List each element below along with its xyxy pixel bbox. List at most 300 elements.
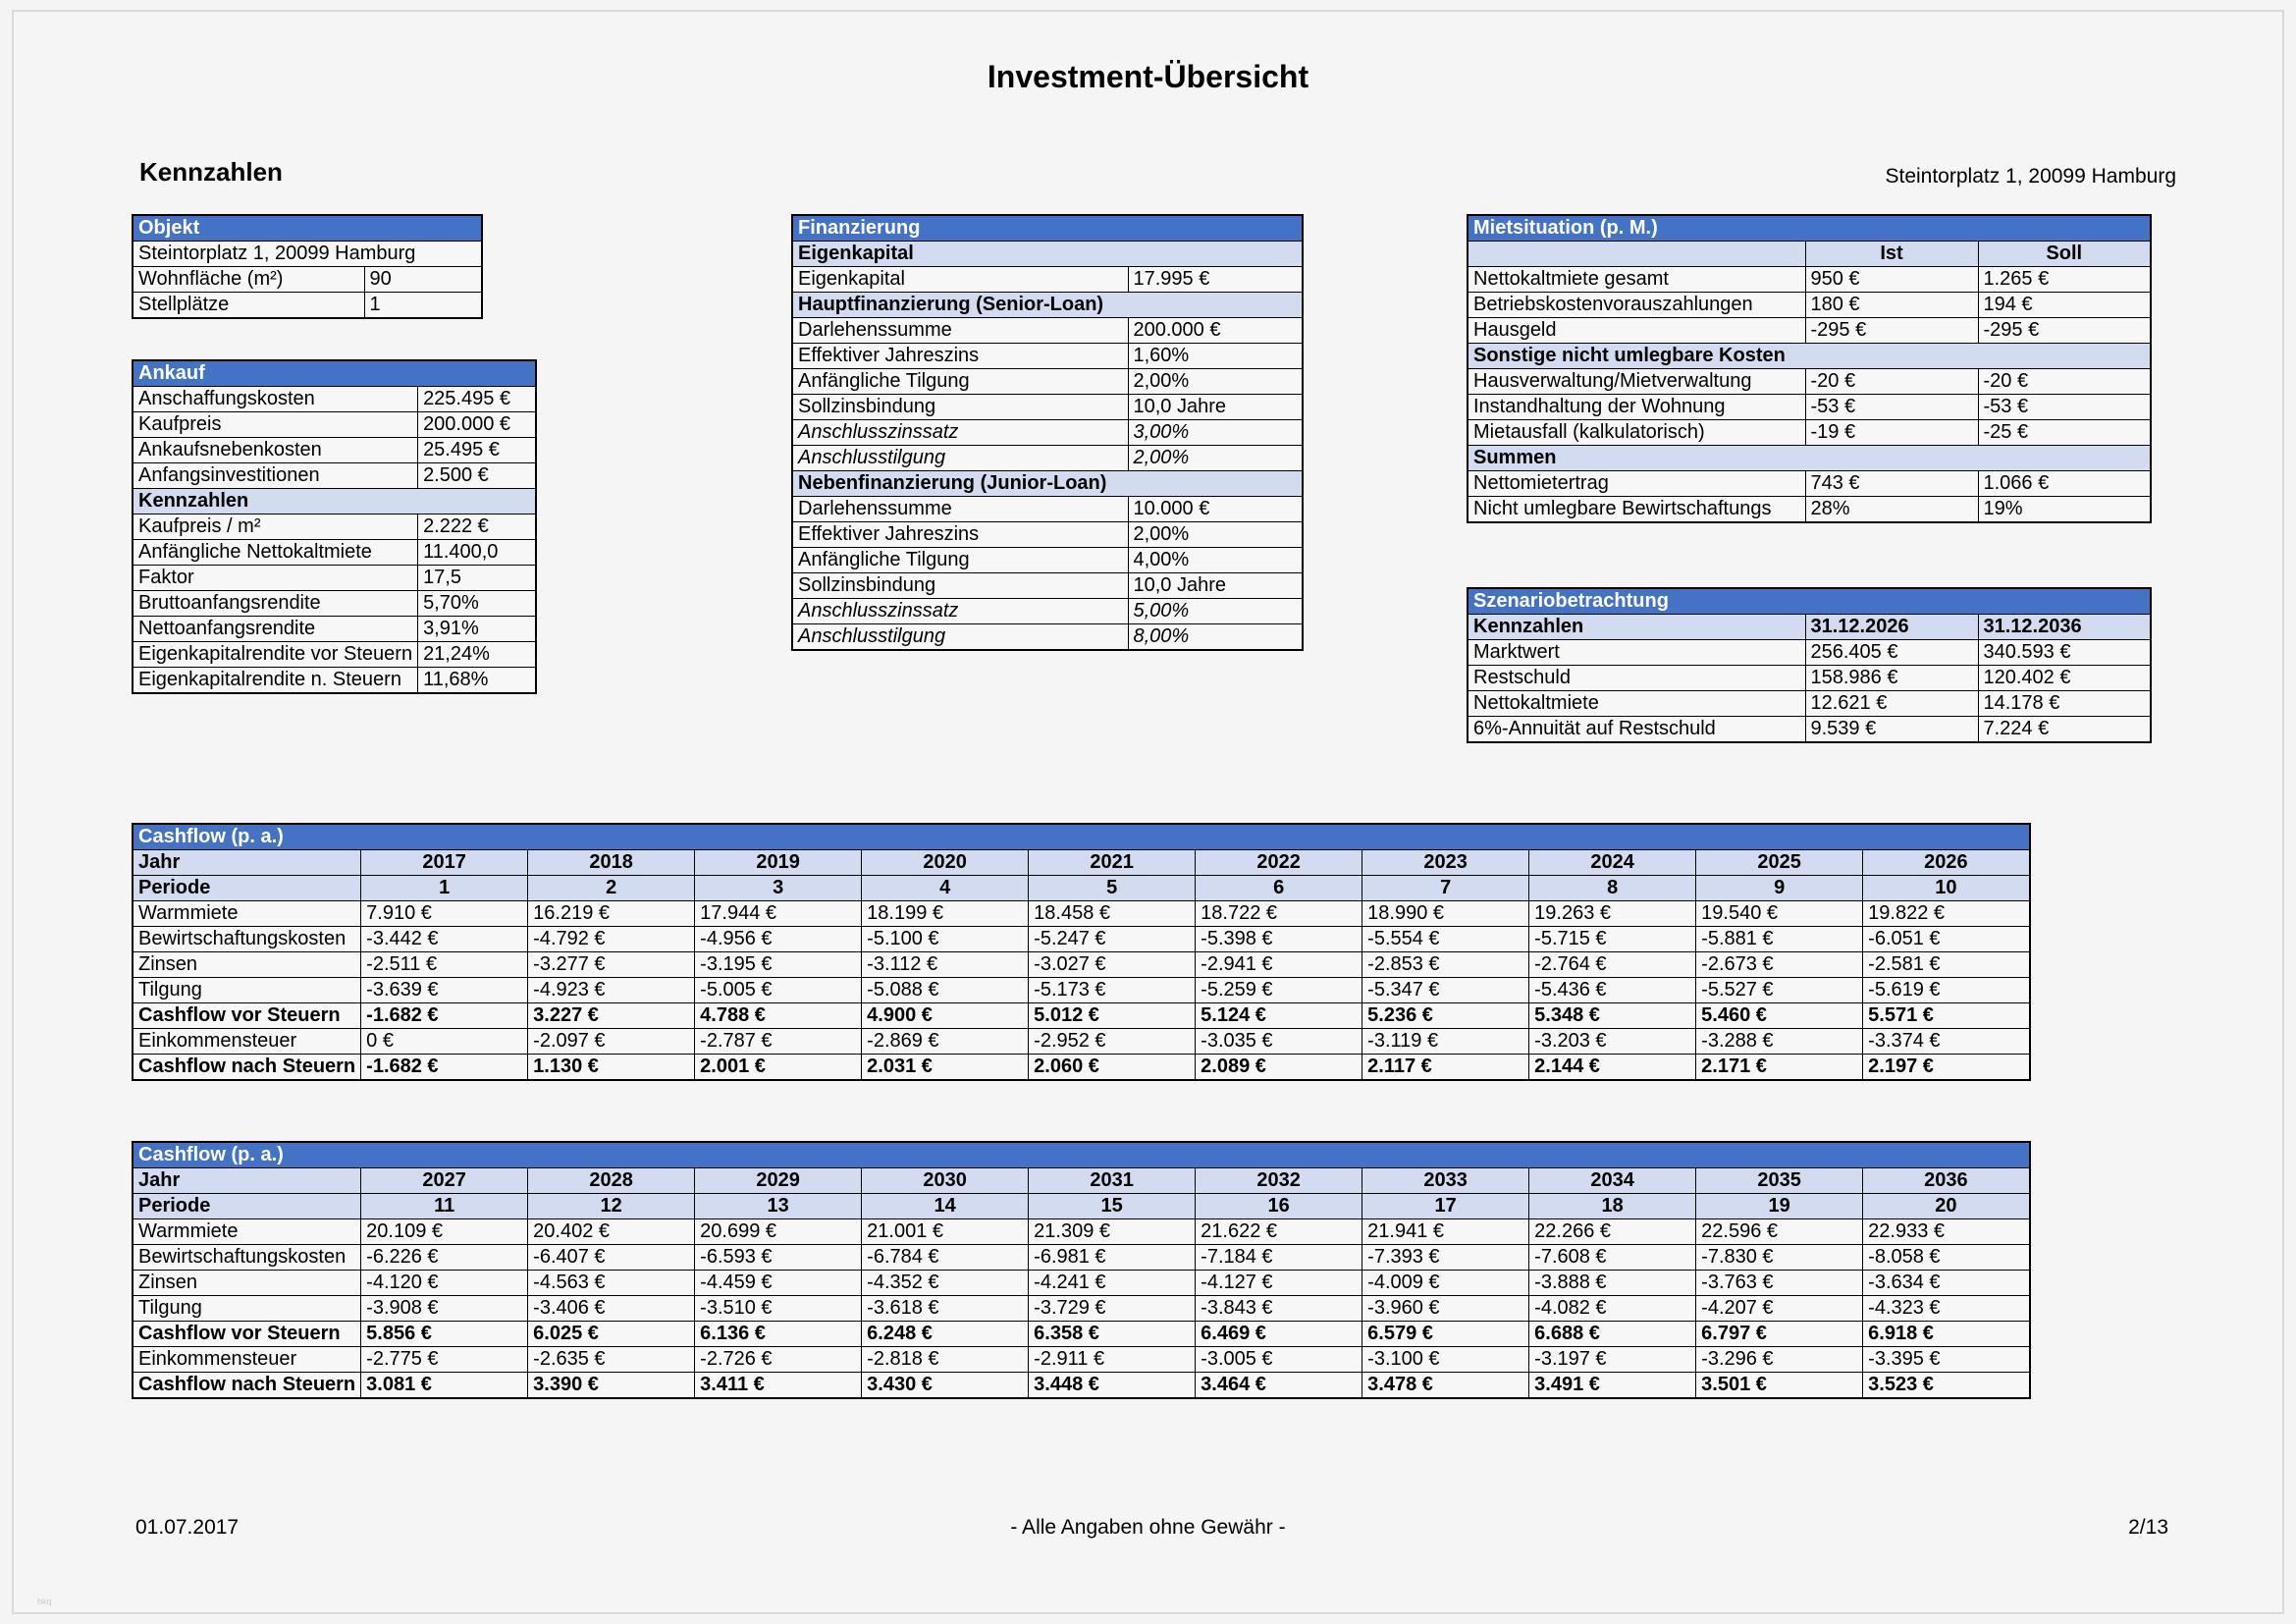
cashflow-2-period-12: 12 (528, 1194, 695, 1219)
cashflow-1-year-2021: 2021 (1029, 850, 1196, 876)
cashflow-2-period-label: Periode (133, 1194, 361, 1219)
finanzierung-label-11: Effektiver Jahreszins (792, 522, 1128, 548)
cashflow-2-cell-1-8: -7.830 € (1696, 1245, 1863, 1271)
cashflow-1-period-1: 1 (361, 876, 528, 901)
mietsituation-ist-6: -19 € (1805, 420, 1978, 446)
mietsituation-soll-0: 1.265 € (1978, 267, 2151, 293)
cashflow-2-year-2031: 2031 (1029, 1168, 1196, 1194)
table-row (792, 318, 1303, 344)
mietsituation-label-8: Nettomietertrag (1468, 471, 1805, 497)
cashflow-1-table-wrap (132, 823, 2031, 1081)
ankauf-value-9: 3,91% (418, 617, 536, 642)
ankauf-value-10: 21,24% (418, 642, 536, 668)
cashflow-1-cell-5-0: 0 € (361, 1029, 528, 1055)
szenario-title-row (1468, 588, 2151, 615)
cashflow-2-rowlabel-2: Zinsen (133, 1271, 361, 1296)
cashflow-1-cell-3-7: -5.436 € (1529, 978, 1696, 1003)
ankauf-label-11: Eigenkapitalrendite n. Steuern (133, 668, 418, 694)
mietsituation-label-0: Nettokaltmiete gesamt (1468, 267, 1805, 293)
cashflow-2-cell-2-9: -3.634 € (1863, 1271, 2030, 1296)
cashflow-2-rowlabel-3: Tilgung (133, 1296, 361, 1322)
mietsituation-table-wrap (1467, 214, 2152, 523)
cashflow-1-cell-3-5: -5.259 € (1196, 978, 1362, 1003)
cashflow-2-cell-3-9: -4.323 € (1863, 1296, 2030, 1322)
finanzierung-label-1: Eigenkapital (792, 267, 1128, 293)
cashflow-2-cell-1-6: -7.393 € (1362, 1245, 1529, 1271)
cashflow-1-cell-3-1: -4.923 € (528, 978, 695, 1003)
page-title: Investment-Übersicht (987, 59, 1309, 94)
cashflow-1-cell-6-5: 2.089 € (1196, 1055, 1362, 1081)
cashflow-2-cell-1-0: -6.226 € (361, 1245, 528, 1271)
table-row (133, 927, 2030, 952)
cashflow-1-cell-3-9: -5.619 € (1863, 978, 2030, 1003)
cashflow-1-cell-1-3: -5.100 € (862, 927, 1029, 952)
cashflow-1-period-3: 3 (695, 876, 862, 901)
mietsituation-ist-4: -20 € (1805, 369, 1978, 395)
footer-date: 01.07.2017 (135, 1516, 240, 1539)
cashflow-1-cell-2-9: -2.581 € (1863, 952, 2030, 978)
ankauf-value-11: 11,68% (418, 668, 536, 694)
mietsituation-label-1: Betriebskostenvorauszahlungen (1468, 293, 1805, 318)
table-row (133, 978, 2030, 1003)
cashflow-1-cell-1-4: -5.247 € (1029, 927, 1196, 952)
cashflow-1-cell-3-8: -5.527 € (1696, 978, 1863, 1003)
table-row (1468, 717, 2151, 743)
table-row (133, 952, 2030, 978)
finanzierung-value-4: 1,60% (1128, 344, 1303, 369)
cashflow-2-rowlabel-4: Cashflow vor Steuern (133, 1322, 361, 1347)
cashflow-1-cell-6-6: 2.117 € (1362, 1055, 1529, 1081)
mietsituation-soll-4: -20 € (1978, 369, 2151, 395)
table-row (133, 1296, 2030, 1322)
cashflow-1-cell-1-0: -3.442 € (361, 927, 528, 952)
cashflow-2-cell-4-8: 6.797 € (1696, 1322, 1863, 1347)
cashflow-2-cell-5-4: -2.911 € (1029, 1347, 1196, 1373)
cashflow-1-title: Cashflow (p. a.) (133, 824, 2030, 850)
cashflow-2-cell-5-8: -3.296 € (1696, 1347, 1863, 1373)
cashflow-1-cell-2-1: -3.277 € (528, 952, 695, 978)
finanzierung-value-11: 2,00% (1128, 522, 1303, 548)
table-row (1468, 497, 2151, 523)
table-row (792, 293, 1303, 318)
cashflow-2-cell-5-2: -2.726 € (695, 1347, 862, 1373)
cashflow-1-cell-3-6: -5.347 € (1362, 978, 1529, 1003)
finanzierung-value-15: 8,00% (1128, 624, 1303, 651)
table-row (792, 446, 1303, 471)
cashflow-1-period-6: 6 (1196, 876, 1362, 901)
ankauf-label-6: Anfängliche Nettokaltmiete (133, 540, 418, 566)
cashflow-1-cell-2-7: -2.764 € (1529, 952, 1696, 978)
szenario-2036-3: 7.224 € (1978, 717, 2151, 743)
szenario-2036-1: 120.402 € (1978, 666, 2151, 691)
ankauf-label-2: Ankaufsnebenkosten (133, 438, 418, 463)
ankauf-title-row (133, 360, 536, 387)
cashflow-1-cell-0-7: 19.263 € (1529, 901, 1696, 927)
cashflow-2-cell-1-3: -6.784 € (862, 1245, 1029, 1271)
ankauf-value-3: 2.500 € (418, 463, 536, 489)
finanzierung-subheader-2: Hauptfinanzierung (Senior-Loan) (792, 293, 1303, 318)
table-row (792, 395, 1303, 420)
cashflow-1-cell-6-9: 2.197 € (1863, 1055, 2030, 1081)
table-row (792, 369, 1303, 395)
cashflow-1-cell-2-4: -3.027 € (1029, 952, 1196, 978)
table-row (133, 293, 482, 319)
cashflow-1-period-2: 2 (528, 876, 695, 901)
cashflow-1-cell-5-2: -2.787 € (695, 1029, 862, 1055)
footer-disclaimer: - Alle Angaben ohne Gewähr - (1010, 1516, 1286, 1539)
cashflow-1-cell-5-8: -3.288 € (1696, 1029, 1863, 1055)
cashflow-2-cell-0-6: 21.941 € (1362, 1219, 1529, 1245)
cashflow-2-cell-0-8: 22.596 € (1696, 1219, 1863, 1245)
table-row (133, 387, 536, 412)
table-row (133, 566, 536, 591)
cashflow-2-cell-1-7: -7.608 € (1529, 1245, 1696, 1271)
mietsituation-col-ist: Ist (1805, 242, 1978, 267)
cashflow-1-year-label: Jahr (133, 850, 361, 876)
cashflow-2-period-18: 18 (1529, 1194, 1696, 1219)
table-row (1468, 471, 2151, 497)
ankauf-value-6: 11.400,0 (418, 540, 536, 566)
table-row (1468, 395, 2151, 420)
cashflow-2-cell-4-3: 6.248 € (862, 1322, 1029, 1347)
mietsituation-ist-2: -295 € (1805, 318, 1978, 344)
objekt-table-wrap (132, 214, 483, 319)
ankauf-label-1: Kaufpreis (133, 412, 418, 438)
cashflow-1-period-8: 8 (1529, 876, 1696, 901)
table-row (1468, 691, 2151, 717)
table-row (133, 1322, 2030, 1347)
cashflow-2-year-2034: 2034 (1529, 1168, 1696, 1194)
cashflow-2-cell-6-1: 3.390 € (528, 1373, 695, 1399)
ankauf-label-9: Nettoanfangsrendite (133, 617, 418, 642)
cashflow-1-cell-2-0: -2.511 € (361, 952, 528, 978)
table-row (1468, 267, 2151, 293)
ankauf-value-2: 25.495 € (418, 438, 536, 463)
mietsituation-ist-1: 180 € (1805, 293, 1978, 318)
cashflow-2-cell-5-5: -3.005 € (1196, 1347, 1362, 1373)
cashflow-2-cell-0-9: 22.933 € (1863, 1219, 2030, 1245)
mietsituation-ist-8: 743 € (1805, 471, 1978, 497)
cashflow-1-cell-0-2: 17.944 € (695, 901, 862, 927)
finanzierung-subheader-0: Eigenkapital (792, 242, 1303, 267)
objekt-stellplaetze-value: 1 (364, 293, 482, 319)
cashflow-1-cell-0-1: 16.219 € (528, 901, 695, 927)
cashflow-2-period-19: 19 (1696, 1194, 1863, 1219)
table-row (133, 438, 536, 463)
cashflow-2-cell-6-7: 3.491 € (1529, 1373, 1696, 1399)
cashflow-2-cell-3-7: -4.082 € (1529, 1296, 1696, 1322)
cashflow-1-cell-6-7: 2.144 € (1529, 1055, 1696, 1081)
cashflow-2-cell-3-4: -3.729 € (1029, 1296, 1196, 1322)
cashflow-1-cell-2-3: -3.112 € (862, 952, 1029, 978)
cashflow-1-cell-5-3: -2.869 € (862, 1029, 1029, 1055)
cashflow-1-rowlabel-1: Bewirtschaftungskosten (133, 927, 361, 952)
mietsituation-title-row (1468, 215, 2151, 242)
cashflow-2-cell-0-1: 20.402 € (528, 1219, 695, 1245)
cashflow-2-year-2036: 2036 (1863, 1168, 2030, 1194)
cashflow-1-year-row (133, 850, 2030, 876)
cashflow-2-year-row (133, 1168, 2030, 1194)
finanzierung-value-8: 2,00% (1128, 446, 1303, 471)
objekt-wohnflaeche-label: Wohnfläche (m²) (133, 267, 364, 293)
cashflow-2-cell-5-1: -2.635 € (528, 1347, 695, 1373)
finanzierung-table (791, 214, 1304, 651)
objekt-wohnflaeche-value: 90 (364, 267, 482, 293)
table-row (1468, 369, 2151, 395)
finanzierung-label-10: Darlehenssumme (792, 497, 1128, 522)
cashflow-1-cell-1-6: -5.554 € (1362, 927, 1529, 952)
cashflow-2-cell-3-0: -3.908 € (361, 1296, 528, 1322)
cashflow-1-cell-2-6: -2.853 € (1362, 952, 1529, 978)
ankauf-value-5: 2.222 € (418, 514, 536, 540)
mietsituation-label-6: Mietausfall (kalkulatorisch) (1468, 420, 1805, 446)
cashflow-2-cell-2-5: -4.127 € (1196, 1271, 1362, 1296)
ankauf-label-5: Kaufpreis / m² (133, 514, 418, 540)
szenario-label-2: Nettokaltmiete (1468, 691, 1805, 717)
table-row (133, 242, 482, 267)
cashflow-2-table (132, 1141, 2031, 1399)
cashflow-2-cell-0-4: 21.309 € (1029, 1219, 1196, 1245)
mietsituation-soll-6: -25 € (1978, 420, 2151, 446)
cashflow-1-cell-3-0: -3.639 € (361, 978, 528, 1003)
table-row (133, 540, 536, 566)
finanzierung-value-14: 5,00% (1128, 599, 1303, 624)
szenario-2026-0: 256.405 € (1805, 640, 1978, 666)
cashflow-2-cell-2-0: -4.120 € (361, 1271, 528, 1296)
cashflow-1-rowlabel-4: Cashflow vor Steuern (133, 1003, 361, 1029)
mietsituation-subheader-3: Sonstige nicht umlegbare Kosten (1468, 344, 2151, 369)
cashflow-1-year-2024: 2024 (1529, 850, 1696, 876)
finanzierung-label-7: Anschlusszinssatz (792, 420, 1128, 446)
table-row (133, 1271, 2030, 1296)
cashflow-1-cell-1-5: -5.398 € (1196, 927, 1362, 952)
cashflow-1-cell-0-8: 19.540 € (1696, 901, 1863, 927)
table-row (792, 548, 1303, 573)
finanzierung-label-15: Anschlusstilgung (792, 624, 1128, 651)
objekt-stellplaetze-label: Stellplätze (133, 293, 364, 319)
cashflow-1-cell-0-5: 18.722 € (1196, 901, 1362, 927)
mietsituation-label-5: Instandhaltung der Wohnung (1468, 395, 1805, 420)
finanzierung-subheader-9: Nebenfinanzierung (Junior-Loan) (792, 471, 1303, 497)
cashflow-2-cell-2-1: -4.563 € (528, 1271, 695, 1296)
cashflow-2-year-label: Jahr (133, 1168, 361, 1194)
table-row (133, 1055, 2030, 1081)
cashflow-1-cell-6-2: 2.001 € (695, 1055, 862, 1081)
cashflow-1-cell-1-1: -4.792 € (528, 927, 695, 952)
mietsituation-col-soll: Soll (1978, 242, 2151, 267)
cashflow-1-cell-4-5: 5.124 € (1196, 1003, 1362, 1029)
cashflow-2-cell-3-1: -3.406 € (528, 1296, 695, 1322)
szenario-header-row (1468, 615, 2151, 640)
szenario-2026-3: 9.539 € (1805, 717, 1978, 743)
table-row (792, 624, 1303, 651)
cashflow-1-cell-6-4: 2.060 € (1029, 1055, 1196, 1081)
cashflow-2-cell-4-5: 6.469 € (1196, 1322, 1362, 1347)
ankauf-label-3: Anfangsinvestitionen (133, 463, 418, 489)
cashflow-2-cell-2-7: -3.888 € (1529, 1271, 1696, 1296)
table-row (133, 642, 536, 668)
table-row (1468, 344, 2151, 369)
cashflow-2-title-row (133, 1142, 2030, 1168)
table-row (133, 1373, 2030, 1399)
cashflow-2-cell-1-4: -6.981 € (1029, 1245, 1196, 1271)
ankauf-title: Ankauf (133, 360, 536, 387)
finanzierung-label-13: Sollzinsbindung (792, 573, 1128, 599)
cashflow-1-period-10: 10 (1863, 876, 2030, 901)
table-row (133, 489, 536, 514)
finanzierung-title-row (792, 215, 1303, 242)
cashflow-1-cell-4-8: 5.460 € (1696, 1003, 1863, 1029)
cashflow-1-period-4: 4 (862, 876, 1029, 901)
cashflow-2-cell-5-6: -3.100 € (1362, 1347, 1529, 1373)
table-row (133, 668, 536, 694)
property-address: Steintorplatz 1, 20099 Hamburg (1885, 165, 2176, 188)
cashflow-2-cell-5-3: -2.818 € (862, 1347, 1029, 1373)
cashflow-1-year-2025: 2025 (1696, 850, 1863, 876)
ankauf-value-0: 225.495 € (418, 387, 536, 412)
cashflow-1-cell-2-2: -3.195 € (695, 952, 862, 978)
cashflow-1-cell-0-3: 18.199 € (862, 901, 1029, 927)
cashflow-1-cell-6-1: 1.130 € (528, 1055, 695, 1081)
objekt-title-row (133, 215, 482, 242)
cashflow-2-period-13: 13 (695, 1194, 862, 1219)
cashflow-1-table (132, 823, 2031, 1081)
table-row (792, 267, 1303, 293)
table-row (792, 420, 1303, 446)
cashflow-2-cell-6-0: 3.081 € (361, 1373, 528, 1399)
cashflow-2-cell-3-2: -3.510 € (695, 1296, 862, 1322)
cashflow-2-period-row (133, 1194, 2030, 1219)
cashflow-1-rowlabel-5: Einkommensteuer (133, 1029, 361, 1055)
cashflow-2-cell-4-7: 6.688 € (1529, 1322, 1696, 1347)
ankauf-label-10: Eigenkapitalrendite vor Steuern (133, 642, 418, 668)
szenario-2026-1: 158.986 € (1805, 666, 1978, 691)
cashflow-2-year-2027: 2027 (361, 1168, 528, 1194)
cashflow-2-year-2030: 2030 (862, 1168, 1029, 1194)
mietsituation-col-blank (1468, 242, 1805, 267)
cashflow-2-rowlabel-1: Bewirtschaftungskosten (133, 1245, 361, 1271)
cashflow-1-cell-2-5: -2.941 € (1196, 952, 1362, 978)
cashflow-2-cell-6-2: 3.411 € (695, 1373, 862, 1399)
finanzierung-value-1: 17.995 € (1128, 267, 1303, 293)
table-row (133, 617, 536, 642)
cashflow-1-rowlabel-0: Warmmiete (133, 901, 361, 927)
cashflow-2-cell-4-6: 6.579 € (1362, 1322, 1529, 1347)
cashflow-1-cell-3-4: -5.173 € (1029, 978, 1196, 1003)
szenario-col-kennzahlen: Kennzahlen (1468, 615, 1805, 640)
mietsituation-ist-0: 950 € (1805, 267, 1978, 293)
finanzierung-title: Finanzierung (792, 215, 1303, 242)
footer-page-number: 2/13 (2128, 1516, 2168, 1539)
mietsituation-soll-1: 194 € (1978, 293, 2151, 318)
cashflow-2-cell-4-1: 6.025 € (528, 1322, 695, 1347)
section-heading-kennzahlen: Kennzahlen (139, 157, 283, 187)
cashflow-1-cell-6-8: 2.171 € (1696, 1055, 1863, 1081)
ankauf-value-1: 200.000 € (418, 412, 536, 438)
cashflow-1-period-9: 9 (1696, 876, 1863, 901)
cashflow-2-cell-0-2: 20.699 € (695, 1219, 862, 1245)
cashflow-1-year-2018: 2018 (528, 850, 695, 876)
cashflow-1-cell-0-4: 18.458 € (1029, 901, 1196, 927)
ankauf-value-7: 17,5 (418, 566, 536, 591)
cashflow-2-title: Cashflow (p. a.) (133, 1142, 2030, 1168)
szenario-label-3: 6%-Annuität auf Restschuld (1468, 717, 1805, 743)
cashflow-2-year-2035: 2035 (1696, 1168, 1863, 1194)
table-row (792, 471, 1303, 497)
cashflow-1-cell-3-2: -5.005 € (695, 978, 862, 1003)
cashflow-1-cell-1-9: -6.051 € (1863, 927, 2030, 952)
cashflow-1-cell-4-6: 5.236 € (1362, 1003, 1529, 1029)
mietsituation-label-4: Hausverwaltung/Mietverwaltung (1468, 369, 1805, 395)
cashflow-2-cell-1-9: -8.058 € (1863, 1245, 2030, 1271)
cashflow-1-cell-4-0: -1.682 € (361, 1003, 528, 1029)
cashflow-2-period-16: 16 (1196, 1194, 1362, 1219)
table-row (1468, 420, 2151, 446)
finanzierung-label-8: Anschlusstilgung (792, 446, 1128, 471)
mietsituation-ist-5: -53 € (1805, 395, 1978, 420)
finanzierung-value-7: 3,00% (1128, 420, 1303, 446)
table-row (133, 463, 536, 489)
szenario-2036-2: 14.178 € (1978, 691, 2151, 717)
cashflow-2-period-17: 17 (1362, 1194, 1529, 1219)
cashflow-1-cell-0-6: 18.990 € (1362, 901, 1529, 927)
szenario-label-1: Restschuld (1468, 666, 1805, 691)
cashflow-1-cell-5-7: -3.203 € (1529, 1029, 1696, 1055)
finanzierung-table-wrap (791, 214, 1304, 651)
table-row (792, 497, 1303, 522)
cashflow-2-cell-2-8: -3.763 € (1696, 1271, 1863, 1296)
szenario-label-0: Marktwert (1468, 640, 1805, 666)
szenario-title: Szenariobetrachtung (1468, 588, 2151, 615)
finanzierung-label-14: Anschlusszinssatz (792, 599, 1128, 624)
table-row (133, 267, 482, 293)
mietsituation-soll-8: 1.066 € (1978, 471, 2151, 497)
ankauf-label-8: Bruttoanfangsrendite (133, 591, 418, 617)
cashflow-2-cell-6-6: 3.478 € (1362, 1373, 1529, 1399)
finanzierung-value-6: 10,0 Jahre (1128, 395, 1303, 420)
mietsituation-label-9: Nicht umlegbare Bewirtschaftungs (1468, 497, 1805, 523)
objekt-title: Objekt (133, 215, 482, 242)
cashflow-2-cell-0-5: 21.622 € (1196, 1219, 1362, 1245)
cashflow-1-year-2020: 2020 (862, 850, 1029, 876)
finanzierung-value-3: 200.000 € (1128, 318, 1303, 344)
cashflow-1-cell-6-0: -1.682 € (361, 1055, 528, 1081)
mietsituation-label-2: Hausgeld (1468, 318, 1805, 344)
cashflow-1-cell-5-9: -3.374 € (1863, 1029, 2030, 1055)
cashflow-2-cell-6-3: 3.430 € (862, 1373, 1029, 1399)
table-row (133, 1003, 2030, 1029)
mietsituation-soll-9: 19% (1978, 497, 2151, 523)
cashflow-2-cell-3-3: -3.618 € (862, 1296, 1029, 1322)
table-row (1468, 446, 2151, 471)
cashflow-2-cell-5-9: -3.395 € (1863, 1347, 2030, 1373)
cashflow-2-year-2029: 2029 (695, 1168, 862, 1194)
cashflow-1-cell-5-1: -2.097 € (528, 1029, 695, 1055)
cashflow-2-cell-0-0: 20.109 € (361, 1219, 528, 1245)
cashflow-2-year-2032: 2032 (1196, 1168, 1362, 1194)
ankauf-label-0: Anschaffungskosten (133, 387, 418, 412)
finanzierung-value-10: 10.000 € (1128, 497, 1303, 522)
table-row (792, 573, 1303, 599)
cashflow-1-cell-4-4: 5.012 € (1029, 1003, 1196, 1029)
cashflow-2-cell-6-8: 3.501 € (1696, 1373, 1863, 1399)
cashflow-1-year-2019: 2019 (695, 850, 862, 876)
table-row (133, 901, 2030, 927)
cashflow-2-cell-2-3: -4.352 € (862, 1271, 1029, 1296)
cashflow-2-cell-6-5: 3.464 € (1196, 1373, 1362, 1399)
finanzierung-label-6: Sollzinsbindung (792, 395, 1128, 420)
ankauf-value-8: 5,70% (418, 591, 536, 617)
